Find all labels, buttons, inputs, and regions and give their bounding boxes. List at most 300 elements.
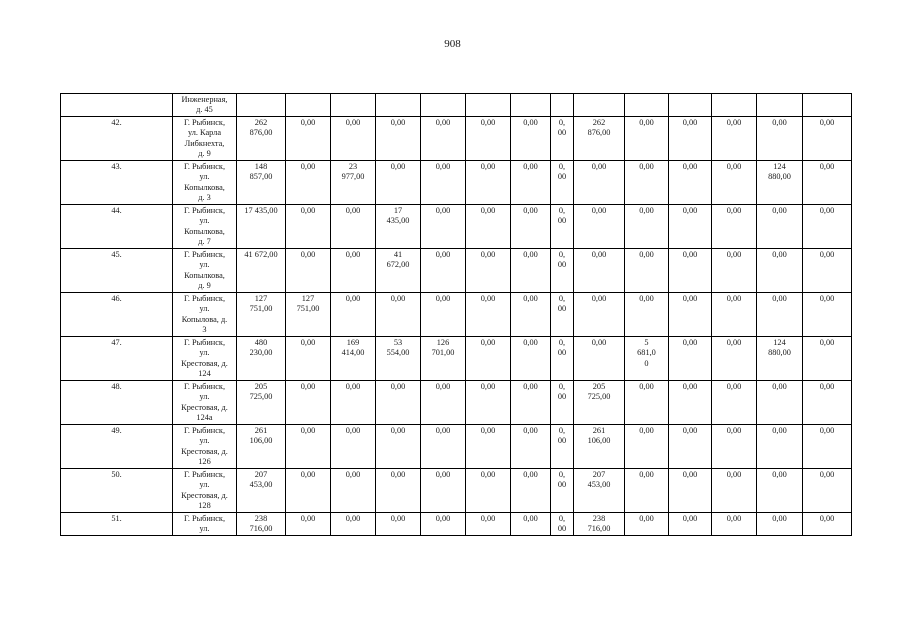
value-line: 205 [592,381,606,391]
value-line: 00 [557,392,567,402]
value-line: 435,00 [386,216,410,226]
value-cell [421,116,466,160]
value-line: 0,00 [345,293,361,303]
value-line: 0,00 [480,249,496,259]
value-cell [286,468,331,512]
value-cell [376,160,421,204]
value-cell [237,292,286,336]
value-line: 0,00 [390,381,406,391]
value-line: 876,00 [587,128,611,138]
value-line: 751,00 [296,304,320,314]
value-cell [757,204,803,248]
value-cell [574,204,625,248]
value-line: 880,00 [768,348,791,358]
page-number: 908 [444,38,461,50]
value-cell [757,160,803,204]
value-cell [712,468,757,512]
value-line: 0,00 [819,381,835,391]
value-cell [803,336,852,380]
value-cell [331,424,376,468]
address-line: ул. [199,392,210,402]
value-line: 0,00 [300,337,316,347]
value-cell [803,94,852,117]
value-cell [551,116,574,160]
value-line: 106,00 [249,436,273,446]
value-line: 124 [773,161,786,171]
value-line: 0, [558,381,566,391]
value-line: 0, [558,293,566,303]
value-cell [669,512,712,535]
value-line: 0,00 [639,381,654,391]
value-cell [421,248,466,292]
value-line: 0,00 [480,337,496,347]
value-line: 0,00 [639,161,654,171]
address-line: ул. [199,172,210,182]
address-cell [173,292,237,336]
value-cell [511,204,551,248]
value-cell [574,468,625,512]
value-cell [712,94,757,117]
value-cell [669,380,712,424]
value-line: 0,00 [772,117,787,127]
value-cell [757,292,803,336]
value-cell [574,160,625,204]
value-line: 0,00 [523,161,538,171]
value-cell [574,116,625,160]
value-line: 0,00 [435,513,451,523]
value-line: 0,00 [639,469,654,479]
value-cell [712,204,757,248]
value-line: 106,00 [587,436,611,446]
value-cell [511,512,551,535]
value-cell [551,248,574,292]
value-cell [625,380,669,424]
value-line: 0,00 [345,205,361,215]
value-line: 0,00 [772,293,787,303]
value-cell [466,248,511,292]
value-line: 0,00 [480,469,496,479]
value-line: 453,00 [587,480,611,490]
value-cell [669,160,712,204]
value-cell [803,380,852,424]
value-line: 00 [557,216,567,226]
value-line: 41 [393,249,403,259]
value-line: 0,00 [639,513,654,523]
value-cell [803,248,852,292]
value-line: 681,0 [637,348,656,358]
address-line: Г. Рыбинск, [183,293,226,303]
address-cell [173,204,237,248]
table-row [61,204,852,248]
value-line: 0,00 [523,249,538,259]
address-line: ул. Карла [187,128,222,138]
value-line: 0,00 [300,117,316,127]
value-cell [625,248,669,292]
value-line: 0,00 [390,293,406,303]
row-number-cell: 46. [61,292,173,336]
value-line: 0,00 [300,249,316,259]
value-cell [803,116,852,160]
address-cell [173,512,237,535]
value-line: 0,00 [390,161,406,171]
address-line: Крестовая, д. [181,358,228,368]
value-line: 0,00 [591,249,607,259]
value-line: 0, [558,161,566,171]
value-line: 0, [558,337,566,347]
value-line: 0,00 [591,293,607,303]
value-line: 0,00 [726,117,742,127]
value-line: 0,00 [682,117,698,127]
value-cell [551,424,574,468]
table-row [61,512,852,535]
address-line: д. 3 [198,193,211,203]
value-cell [712,248,757,292]
address-line: ул. [199,304,210,314]
value-cell [669,336,712,380]
address-line: Г. Рыбинск, [183,161,226,171]
value-line: 0,00 [345,469,361,479]
value-line: 41 672,00 [244,249,278,259]
value-cell [286,116,331,160]
value-line: 0,00 [435,161,451,171]
row-number-cell: 43. [61,160,173,204]
value-cell [466,94,511,117]
value-cell [331,292,376,336]
address-line: д. 7 [198,237,211,247]
value-line: 00 [557,436,567,446]
value-cell [376,512,421,535]
value-cell [574,380,625,424]
value-cell [574,336,625,380]
address-line: 3 [202,325,207,335]
address-line: Инженерная, [181,95,228,104]
address-line: ул. [199,216,210,226]
value-line: 127 [254,293,268,303]
value-cell [286,512,331,535]
value-cell [757,380,803,424]
value-cell [551,160,574,204]
value-cell [466,160,511,204]
value-cell [511,468,551,512]
value-line: 0,00 [390,425,406,435]
address-line: д. 45 [196,105,213,115]
value-cell [421,424,466,468]
value-cell [237,160,286,204]
value-cell [712,424,757,468]
address-line: Копылова, д. [181,314,228,324]
value-line: 5 [644,337,649,347]
value-line: 0,00 [390,117,406,127]
value-cell [286,160,331,204]
value-line: 00 [557,172,567,182]
value-cell [421,336,466,380]
value-cell [669,94,712,117]
value-cell [712,116,757,160]
address-line: д. 9 [198,281,211,291]
value-line: 0,00 [682,469,698,479]
value-line: 0,00 [819,425,835,435]
data-table [60,93,852,536]
value-line: 0,00 [726,205,742,215]
value-line: 0,00 [639,205,654,215]
value-cell [421,380,466,424]
row-number-cell: 48. [61,380,173,424]
address-line: ул. [199,436,210,446]
address-cell [173,248,237,292]
value-line: 701,00 [431,348,455,358]
value-line: 0,00 [345,513,361,523]
value-line: 0,00 [682,205,698,215]
value-line: 0,00 [435,249,451,259]
value-cell [376,204,421,248]
value-line: 876,00 [249,128,273,138]
value-line: 0,00 [435,469,451,479]
value-cell [625,292,669,336]
value-line: 0,00 [591,337,607,347]
value-line: 0,00 [772,249,787,259]
value-line: 0,00 [480,205,496,215]
value-cell [421,512,466,535]
value-line: 00 [557,260,567,270]
value-cell [712,512,757,535]
value-cell [511,94,551,117]
value-cell [669,248,712,292]
value-cell [331,336,376,380]
value-line: 0,00 [435,425,451,435]
address-line: Г. Рыбинск, [183,205,226,215]
value-line: 207 [592,469,606,479]
value-cell [466,116,511,160]
value-line: 0,00 [682,161,698,171]
value-line: 857,00 [249,172,273,182]
value-line: 0, [558,205,566,215]
row-number-cell: 50. [61,468,173,512]
address-line: Копылкова, [184,182,225,192]
value-line: 0,00 [480,117,496,127]
value-cell [466,380,511,424]
value-cell [376,116,421,160]
value-line: 126 [436,337,450,347]
value-cell [757,512,803,535]
value-cell [466,336,511,380]
value-cell [331,248,376,292]
address-line: Г. Рыбинск, [183,337,226,347]
value-cell [331,204,376,248]
row-number-cell [61,94,173,117]
value-cell [376,94,421,117]
value-line: 0,00 [726,337,742,347]
value-line: 0,00 [819,205,835,215]
value-cell [625,94,669,117]
value-cell [551,204,574,248]
value-cell [237,204,286,248]
value-line: 0,00 [435,205,451,215]
value-cell [421,204,466,248]
value-line: 0,00 [772,469,787,479]
value-line: 0 [644,358,649,368]
value-cell [757,94,803,117]
value-cell [331,160,376,204]
value-cell [511,336,551,380]
value-cell [757,424,803,468]
value-line: 261 [592,425,606,435]
value-line: 00 [557,524,567,534]
value-line: 0,00 [480,425,496,435]
value-cell [574,512,625,535]
table-row [61,380,852,424]
value-cell [574,248,625,292]
value-line: 0,00 [726,381,742,391]
value-line: 725,00 [249,392,273,402]
value-line: 977,00 [341,172,365,182]
value-cell [237,336,286,380]
value-line: 0,00 [523,425,538,435]
value-line: 0,00 [523,337,538,347]
table-row [61,160,852,204]
value-line: 672,00 [386,260,410,270]
value-cell [237,248,286,292]
address-line: ул. [199,524,210,534]
address-line: ул. [199,480,210,490]
value-cell [286,94,331,117]
value-cell [511,116,551,160]
value-line: 0, [558,117,566,127]
value-cell [625,160,669,204]
value-cell [466,512,511,535]
value-cell [803,292,852,336]
value-cell [286,424,331,468]
value-cell [511,380,551,424]
value-cell [286,204,331,248]
address-line: Крестовая, д. [181,446,228,456]
value-line: 0,00 [726,425,742,435]
value-cell [625,204,669,248]
value-line: 0,00 [819,161,835,171]
value-cell [511,292,551,336]
table-row [61,336,852,380]
row-number-cell: 42. [61,116,173,160]
value-line: 0,00 [300,469,316,479]
value-line: 0,00 [300,513,316,523]
value-cell [331,468,376,512]
address-line: Копылкова, [184,226,225,236]
value-cell [669,468,712,512]
address-line: Крестовая, д. [181,490,228,500]
value-cell [376,292,421,336]
value-line: 0,00 [300,425,316,435]
address-line: Г. Рыбинск, [183,381,226,391]
value-cell [625,116,669,160]
value-cell [803,204,852,248]
value-cell [712,380,757,424]
value-cell [286,292,331,336]
value-line: 238 [254,513,268,523]
value-cell [625,512,669,535]
value-line: 53 [393,337,403,347]
value-line: 127 [301,293,315,303]
value-line: 0, [558,249,566,259]
value-cell [551,512,574,535]
value-cell [757,248,803,292]
value-line: 0,00 [345,117,361,127]
value-line: 0,00 [639,117,654,127]
value-line: 207 [254,469,268,479]
value-cell [376,380,421,424]
address-line: Копылкова, [184,270,225,280]
value-line: 0,00 [523,513,538,523]
value-line: 0,00 [819,469,835,479]
value-line: 0,00 [726,513,742,523]
address-line: 126 [198,457,211,467]
value-cell [757,116,803,160]
value-line: 0,00 [819,293,835,303]
value-line: 205 [254,381,268,391]
value-cell [331,116,376,160]
value-line: 0,00 [300,381,316,391]
value-cell [331,380,376,424]
value-cell [237,468,286,512]
value-line: 0,00 [591,161,607,171]
address-line: ул. [199,260,210,270]
value-cell [574,424,625,468]
value-cell [237,94,286,117]
value-line: 0,00 [523,469,538,479]
value-cell [551,292,574,336]
value-line: 00 [557,128,567,138]
value-line: 0,00 [772,425,787,435]
value-cell [625,336,669,380]
value-line: 00 [557,348,567,358]
value-line: 0,00 [819,513,835,523]
value-line: 0,00 [390,513,406,523]
value-line: 0,00 [345,425,361,435]
value-line: 17 [393,205,403,215]
value-line: 751,00 [249,304,273,314]
value-line: 0,00 [435,293,451,303]
value-cell [551,380,574,424]
value-cell [466,424,511,468]
value-line: 0,00 [726,469,742,479]
value-line: 23 [348,161,358,171]
row-number-cell: 45. [61,248,173,292]
address-cell [173,380,237,424]
value-cell [421,160,466,204]
value-line: 0, [558,425,566,435]
value-cell [511,248,551,292]
address-line: Г. Рыбинск, [183,513,226,523]
value-cell [376,424,421,468]
value-line: 0,00 [682,337,698,347]
value-cell [669,292,712,336]
value-cell [574,94,625,117]
value-line: 725,00 [587,392,611,402]
value-line: 0,00 [772,381,787,391]
value-cell [511,424,551,468]
value-line: 0,00 [480,293,496,303]
address-line: Г. Рыбинск, [183,249,226,259]
value-line: 0,00 [819,249,835,259]
address-cell [173,468,237,512]
address-line: д. 9 [198,149,211,159]
value-cell [237,380,286,424]
row-number-cell: 47. [61,336,173,380]
value-cell [803,160,852,204]
value-cell [803,424,852,468]
value-line: 262 [592,117,606,127]
address-cell [173,336,237,380]
value-line: 880,00 [768,172,791,182]
value-cell [286,248,331,292]
